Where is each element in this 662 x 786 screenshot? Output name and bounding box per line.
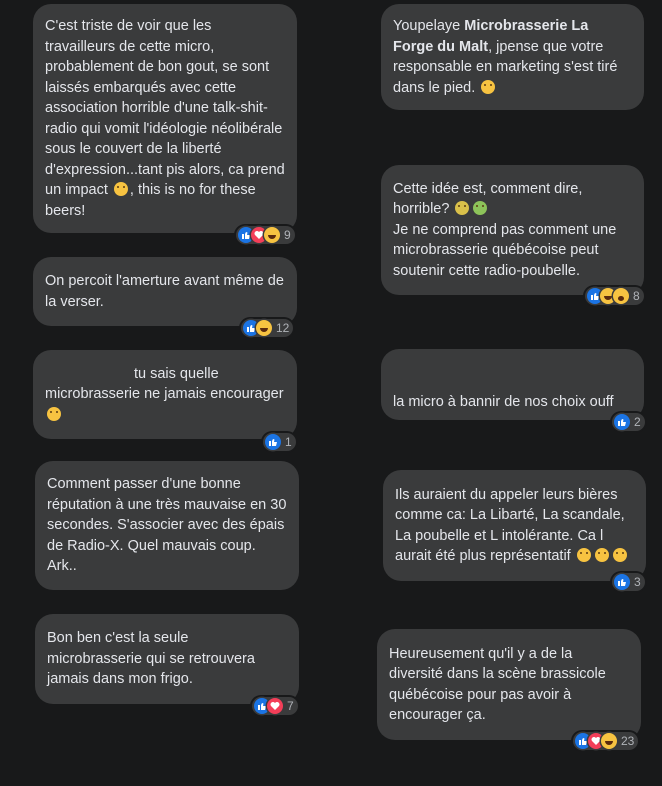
reaction-summary[interactable] [585,287,644,305]
reaction-summary[interactable] [236,226,295,244]
haha-reaction-icon [256,320,272,336]
weary-face-icon [114,182,128,196]
tears-of-joy-icon [613,548,627,562]
comment-text: Cette idée est, comment dire, horrible? [393,180,583,218]
comment-text: Youpelaye [393,18,465,34]
tears-of-joy-icon [595,548,609,562]
reaction-count: 9 [284,228,291,242]
reaction-summary[interactable] [241,319,293,337]
comment-text: Je ne comprend pas comment une microbrasserie québécoise peut soutenir cette radio-poubelle. [393,221,617,279]
comment-bubble [377,629,641,740]
sick-face-icon [473,201,487,215]
haha-reaction-icon [601,733,617,749]
comment-bubble [381,4,644,110]
reaction-summary[interactable] [612,413,645,431]
frowning-face-icon [481,80,495,94]
comment-bubble [381,349,644,420]
reaction-summary[interactable] [612,573,645,591]
reaction-summary[interactable] [573,732,638,750]
comment-text: Ils auraient du appeler leurs bières comme ca: La Libarté, La scandale, La poubelle et L intolérante. Ca l aurait été plus représentatif [395,486,625,564]
comment-bubble [35,614,299,704]
comment-bubble [33,350,297,439]
reaction-summary[interactable] [263,433,296,451]
like-reaction-icon [614,574,630,590]
reaction-count: 3 [634,575,641,589]
comment-bubble [381,165,644,295]
wow-reaction-icon [613,288,629,304]
comment-bubble [383,470,646,581]
comment-text: , this is no for these beers! [45,182,256,219]
comment-text: Bon ben c'est la seule microbrasserie qui se retrouvera jamais dans mon frigo. [47,630,255,688]
comment-text: C'est triste de voir que les travailleurs de cette micro, probablement de bon gout, se sont laissés embarqués avec cette association horrible d'une talk-shit-radio qui vomit l'idéologie néolibérale sous le couvert de la liberté d'expression...tant pis alors, ca prend un impact [45,18,285,198]
reaction-count: 23 [621,734,635,748]
like-reaction-icon [265,434,281,450]
reaction-count: 7 [287,699,294,713]
comment-text: Heureusement qu'il y a de la diversité dans la scène brassicole québécoise pour pas avoir à encourager ça. [389,645,606,723]
smirking-face-icon [47,407,61,421]
reaction-count: 2 [634,415,641,429]
comment-bubble [33,257,297,326]
mentioned-page-link[interactable]: Microbrasserie La Forge du Malt [393,18,589,55]
like-reaction-icon [614,414,630,430]
haha-reaction-icon [264,227,280,243]
tears-of-joy-icon [577,548,591,562]
reaction-summary[interactable] [252,697,298,715]
reaction-count: 1 [285,435,292,449]
reaction-count: 12 [276,321,290,335]
comment-text: On percoit l'amerture avant même de la verser. [45,273,284,310]
comment-text: , jpense que votre responsable en marketing s'est tiré dans le pied. [393,38,618,96]
love-reaction-icon [267,698,283,714]
reaction-count: 8 [633,289,640,303]
comment-bubble [33,4,297,233]
comment-text: tu sais quelle microbrasserie ne jamais encourager [45,365,284,403]
comment-bubble [35,461,299,590]
comment-text: la micro à bannir de nos choix ouff [393,394,614,411]
comment-text: Comment passer d'une bonne réputation à une très mauvaise en 30 secondes. S'associer avec des épais de Radio-X. Quel mauvais coup. Ark.. [47,476,287,575]
nauseated-face-icon [455,201,469,215]
